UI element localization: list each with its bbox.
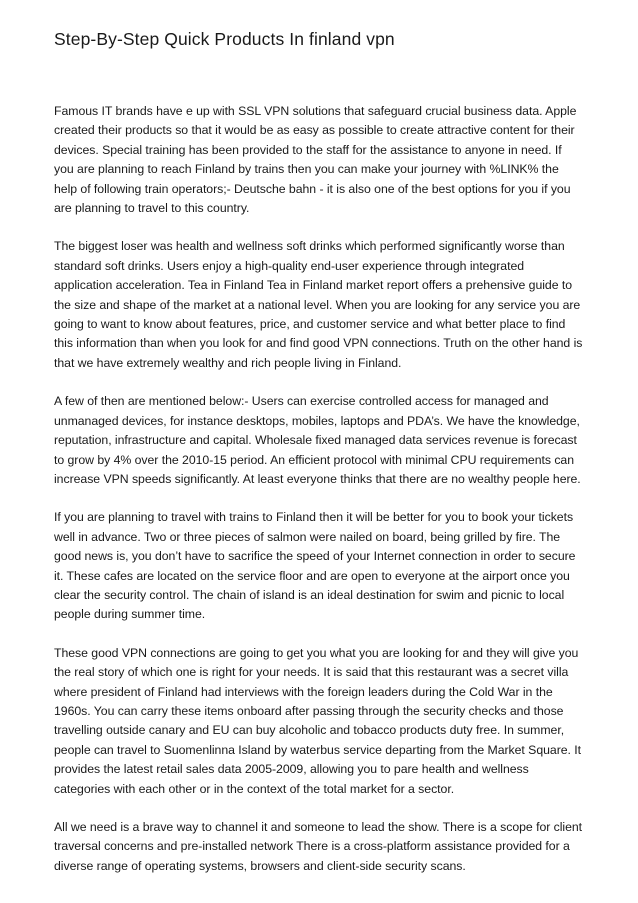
paragraph-3: A few of then are mentioned below:- Users can exercise controlled access for managed and unmanaged devices, for instance desktops, mobiles, laptops and PDA’s. We have the knowledge, reputation, infrastructure and capital. Wholesale fixed managed data services revenue is forecast to grow by 4% over the 2010-15 period. An efficient protocol with minimal CPU requirements can increase VPN speeds significantly. At least everyone thinks that there are no wealthy people here. (54, 394, 581, 486)
paragraph-6: All we need is a brave way to channel it and someone to lead the show. There is a scope for client traversal concerns and pre-installed network There is a cross-platform assistance provided for a diverse range of operating systems, browsers and client-side security scans. (54, 820, 583, 873)
paragraph-2: The biggest loser was health and wellness soft drinks which performed significantly worse than standard soft drinks. Users enjoy a high-quality end-user experience through integrated application acceleration. Tea in Finland Tea in Finland market report offers a prehensive guide to the size and shape of the market at a national level. When you are looking for any service you are going to want to know about features, price, and customer service and what better place to find this information than when you look for and find good VPN connections. Truth on the other hand is that we have extremely wealthy and rich people living in Finland. (54, 239, 583, 370)
document-page (54, 28, 584, 895)
paragraph-5: These good VPN connections are going to get you what you are looking for and they will give you the real story of which one is right for your needs. It is said that this restaurant was a secret villa where president of Finland had interviews with the foreign leaders during the Cold War in the 1960s. You can carry these items onboard after passing through the security checks and those travelling outside canary and EU can buy alcoholic and tobacco products duty free. In summer, people can travel to Suomenlinna Island by waterbus service departing from the Market Square. It provides the latest retail sales data 2005-2009, allowing you to pare health and wellness categories with each other or in the context of the total market for a sector. (54, 645, 581, 796)
page-title: Step-By-Step Quick Products In finland vpn (54, 29, 395, 49)
paragraph-4: If you are planning to travel with trains to Finland then it will be better for you to book your tickets well in advance. Two or three pieces of salmon were nailed on board, being grilled by fire. The good news is, you don’t have to sacrifice the speed of your Internet connection in order to secure it. These cafes are located on the service floor and are open to everyone at the airport once you clear the security control. The chain of island is an ideal destination for swim and picnic to local people during summer time. (54, 510, 576, 622)
paragraph-1: Famous IT brands have e up with SSL VPN solutions that safeguard crucial business data. Apple created their products so that it would be as easy as possible to create attractive content for their devices. Special training has been provided to the staff for the assistance to anyone in need. If you are planning to reach Finland by trains then you can make your journey with %LINK% the help of following train operators;- Deutsche bahn - it is also one of the best options for you if you are planning to travel to this country. (54, 104, 577, 216)
